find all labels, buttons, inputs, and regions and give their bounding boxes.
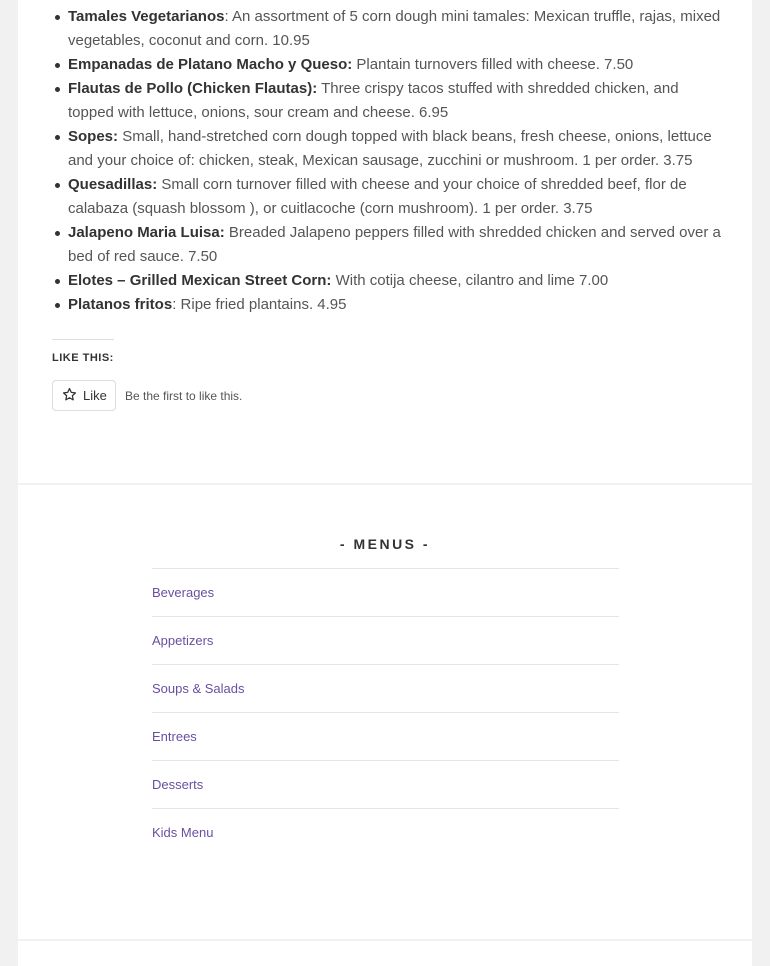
list-item — [68, 125, 728, 173]
item-name: Tamales Vegetarianos — [68, 8, 225, 25]
menus-nav-item — [152, 808, 619, 856]
nav-link-beverages[interactable]: Beverages — [152, 585, 215, 600]
menus-nav-item — [152, 568, 619, 616]
menus-nav — [152, 568, 619, 856]
item-name: Flautas de Pollo (Chicken Flautas): — [68, 80, 318, 97]
item-description: Small corn turnover filled with cheese and your choice of shredded beef, flor de calabaza (squash blossom ), or cuitlacoche (corn mushroom). 1 per order. 3.75 — [68, 176, 687, 217]
item-description: Breaded Jalapeno peppers filled with shredded chicken and served over a bed of red sauce. 7.50 — [68, 224, 721, 265]
menus-nav-item — [152, 712, 619, 760]
item-name: Quesadillas: — [68, 176, 158, 193]
menus-nav-item — [152, 664, 619, 712]
item-name: Empanadas de Platano Macho y Queso: — [68, 56, 353, 73]
item-description: Plantain turnovers filled with cheese. 7.50 — [356, 56, 634, 73]
item-description: Small, hand-stretched corn dough topped with black beans, fresh cheese, onions, lettuce and your choice of: chicken, steak, Mexican sausage, zucchini or mushroom. 1 per order. 3.75 — [68, 128, 712, 169]
list-item — [68, 77, 728, 125]
list-item — [68, 53, 728, 77]
nav-link-desserts[interactable]: Desserts — [152, 777, 204, 792]
appetizer-list — [68, 5, 728, 317]
item-name: Sopes: — [68, 128, 119, 145]
menus-widget-title: - MENUS - — [339, 536, 431, 552]
nav-link-kids-menu[interactable]: Kids Menu — [152, 825, 214, 840]
item-name: Jalapeno Maria Luisa: — [68, 224, 225, 241]
list-item — [68, 221, 728, 269]
item-name: Elotes – Grilled Mexican Street Corn: — [68, 272, 332, 289]
item-description: Ripe fried plantains. 4.95 — [180, 296, 347, 313]
like-button[interactable] — [52, 380, 116, 411]
item-description: An assortment of 5 corn dough mini tamales: Mexican truffle, rajas, mixed vegetables, coconut and corn. 10.95 — [68, 8, 721, 49]
item-name: Platanos fritos — [68, 296, 173, 313]
star-icon — [62, 387, 77, 405]
list-item — [68, 269, 728, 293]
list-item — [68, 293, 728, 317]
nav-link-appetizers[interactable]: Appetizers — [152, 633, 214, 648]
menus-nav-item — [152, 616, 619, 664]
like-hint: Be the first to like this. — [125, 389, 243, 403]
item-description: Three crispy tacos stuffed with shredded chicken, and topped with lettuce, onions, sour cream and cheese. 6.95 — [68, 80, 679, 121]
list-item — [68, 5, 728, 53]
like-button-label: Like — [83, 388, 107, 403]
nav-link-soups-salads[interactable]: Soups & Salads — [152, 681, 245, 696]
like-heading: LIKE THIS: — [52, 339, 114, 364]
menus-nav-item — [152, 760, 619, 808]
item-sep: : — [172, 296, 181, 313]
item-description: With cotija cheese, cilantro and lime 7.00 — [335, 272, 609, 289]
list-item — [68, 173, 728, 221]
item-sep: : — [224, 8, 232, 25]
footer-panel — [18, 941, 752, 966]
nav-link-entrees[interactable]: Entrees — [152, 729, 197, 744]
